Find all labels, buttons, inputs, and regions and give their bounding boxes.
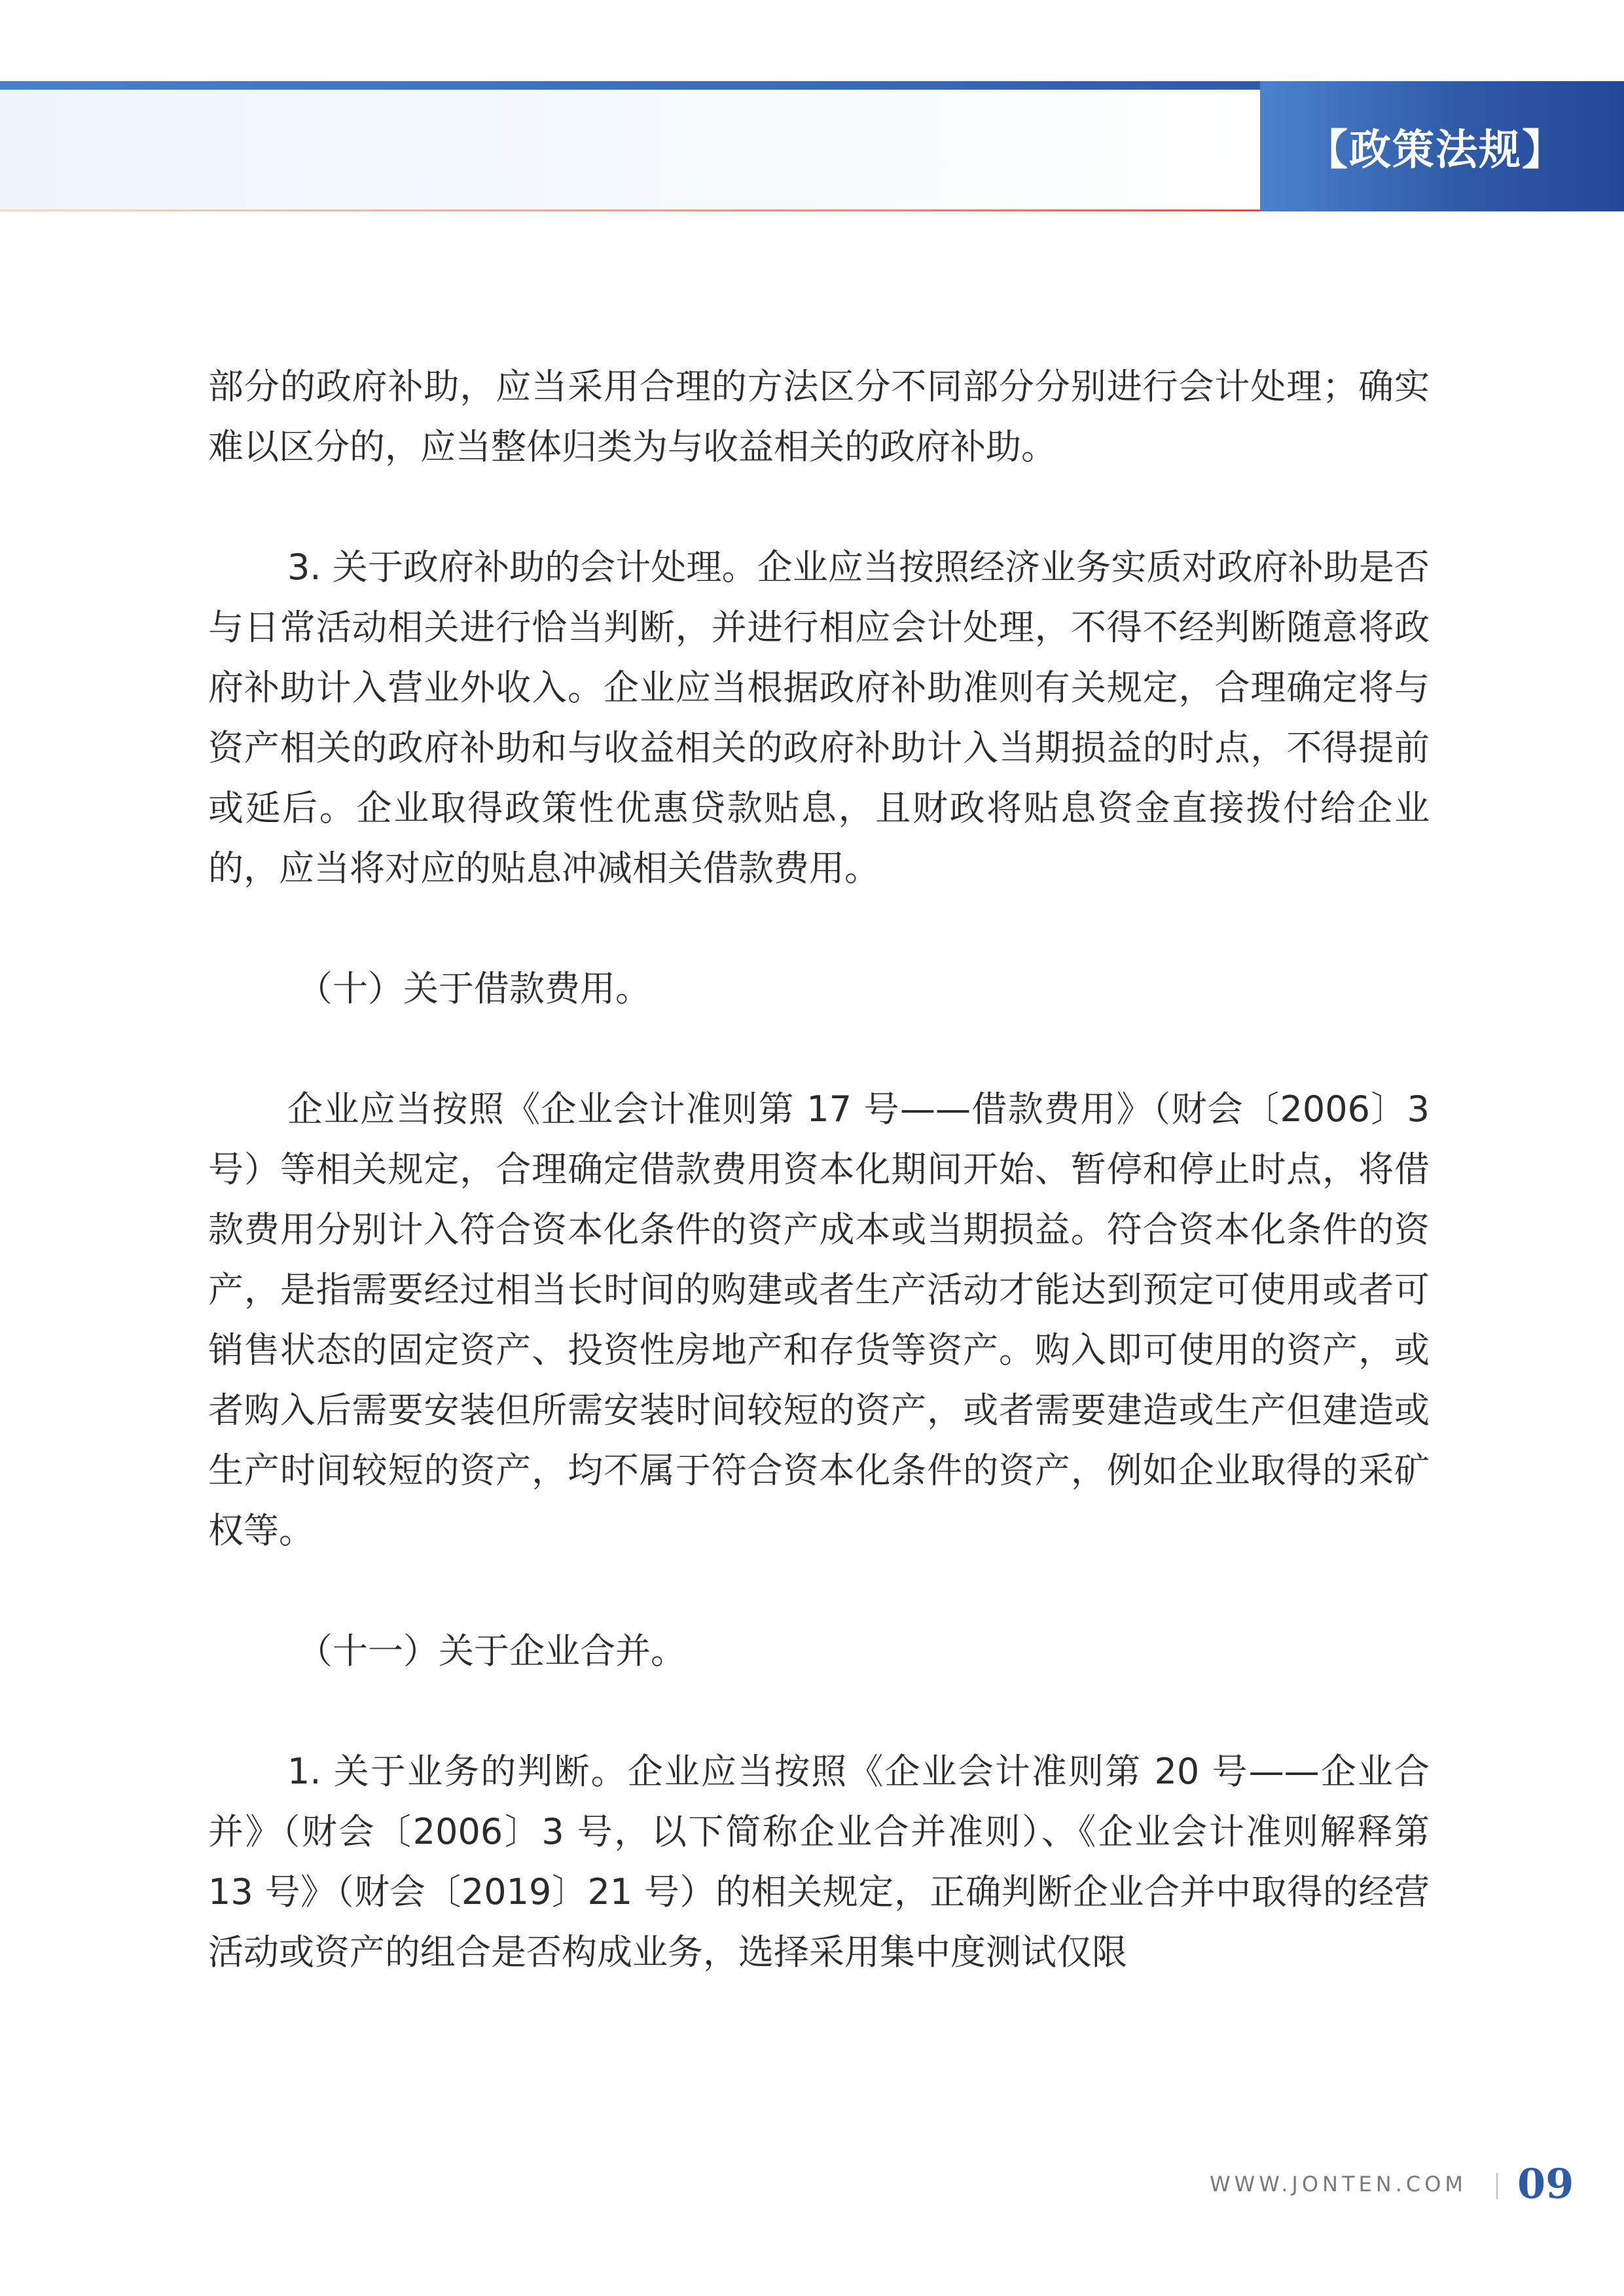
header-band — [0, 90, 1260, 211]
page-number: 09 — [1517, 2160, 1574, 2208]
section-heading-business-combination: （十一）关于企业合并。 — [297, 1630, 686, 1672]
header-rule — [0, 209, 1260, 211]
paragraph-business-judgement: 1. 关于业务的判断。企业应当按照《企业会计准则第 20 号——企业合并》（财会〔2006〕3 号，以下简称企业合并准则）、《企业会计准则解释第 13 号》（财会〔2019〕21 号）的相关规定，正确判断企业合并中取得的经营活动或资产的组合是否构成业务，选择采用集中度测试仅限 — [208, 1751, 1430, 1973]
header-top-line — [0, 81, 1260, 90]
paragraph-government-grant-accounting: 3. 关于政府补助的会计处理。企业应当按照经济业务实质对政府补助是否与日常活动相关进行恰当判断，并进行相应会计处理，不得不经判断随意将政府补助计入营业外收入。企业应当根据政府补助准则有关规定，合理确定将与资产相关的政府补助和与收益相关的政府补助计入当期损益的时点，不得提前或延后。企业取得政策性优惠贷款贴息，且财政将贴息资金直接拨付给企业的，应当将对应的贴息冲减相关借款费用。 — [208, 547, 1430, 889]
section-label: 【政策法规】 — [1306, 125, 1565, 175]
paragraph-borrowing-costs: 企业应当按照《企业会计准则第 17 号——借款费用》（财会〔2006〕3 号）等相关规定，合理确定借款费用资本化期间开始、暂停和停止时点，将借款费用分别计入符合资本化条件的资产成本或当期损益。符合资本化条件的资产，是指需要经过相当长时间的购建或者生产活动才能达到预定可使用或者可销售状态的固定资产、投资性房地产和存货等资产。购入即可使用的资产，或者购入后需要安装但所需安装时间较短的资产，或者需要建造或生产但建造或生产时间较短的资产，均不属于符合资本化条件的资产，例如企业取得的采矿权等。 — [208, 1088, 1430, 1551]
footer-divider — [1496, 2173, 1498, 2199]
footer-website: WWW.JONTEN.COM — [1210, 2172, 1467, 2197]
section-heading-borrowing-costs: （十）关于借款费用。 — [297, 968, 651, 1009]
section-tab — [1260, 81, 1624, 211]
page-content — [208, 357, 1430, 1982]
paragraph-continuation: 部分的政府补助，应当采用合理的方法区分不同部分分别进行会计处理；确实难以区分的，应当整体归类为与收益相关的政府补助。 — [208, 366, 1430, 467]
